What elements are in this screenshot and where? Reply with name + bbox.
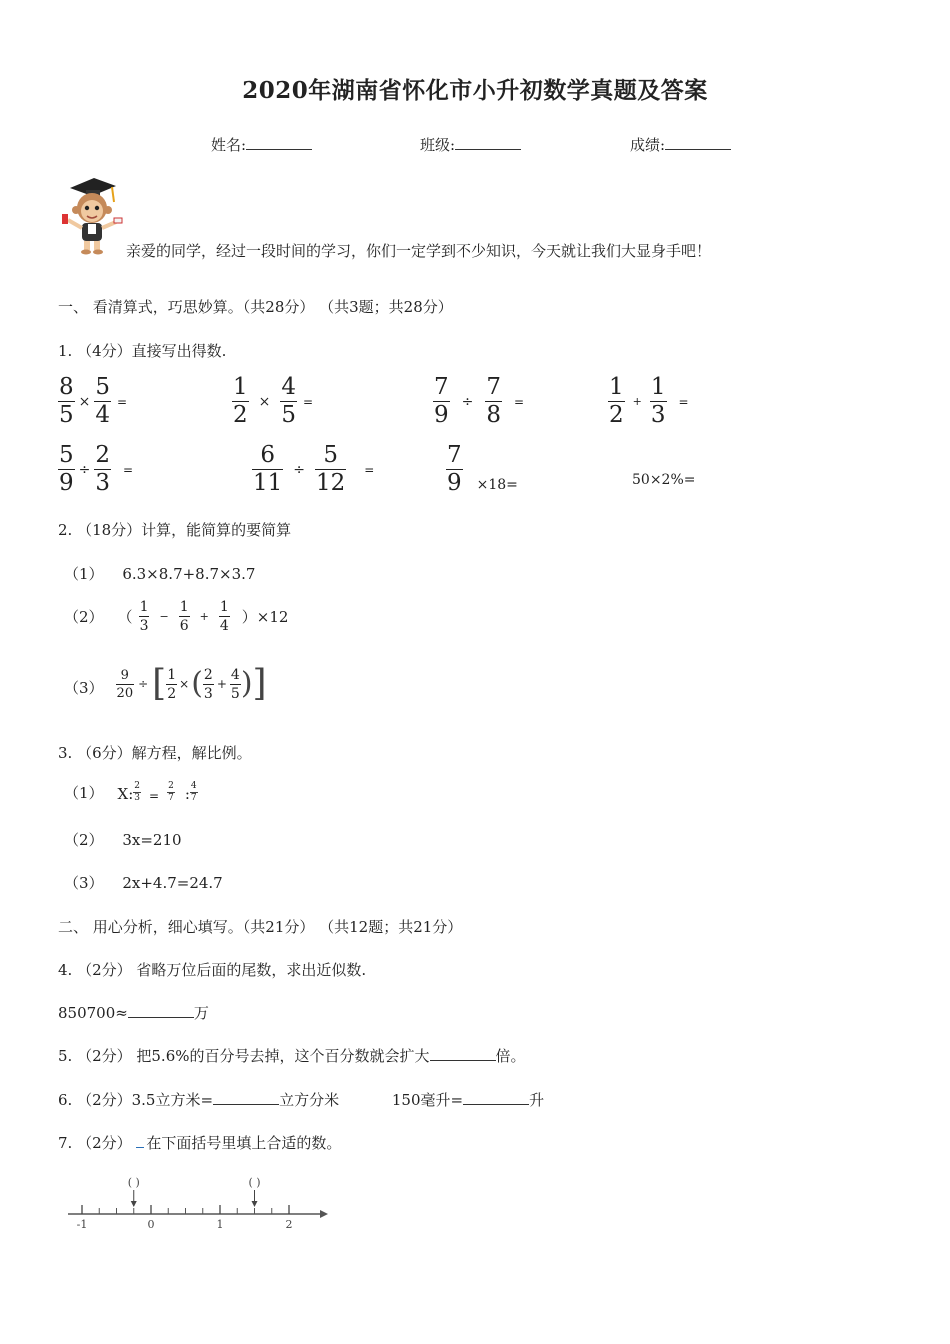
q5 bbox=[58, 1045, 526, 1066]
bracket: ) bbox=[240, 666, 253, 701]
fraction: $\frac{2}{3}$ bbox=[203, 666, 213, 702]
q2-prompt: 2. （18分）计算，能简算的要简算 bbox=[58, 521, 292, 539]
operator: − bbox=[159, 610, 169, 623]
q6-a-after: 立方分米 bbox=[279, 1091, 340, 1109]
q5-suffix: 倍。 bbox=[495, 1047, 526, 1065]
number-line-pointer-head bbox=[252, 1201, 258, 1207]
operator: ÷ bbox=[293, 461, 306, 478]
q2-p1-expr: 6.3×8.7+8.7×3.7 bbox=[122, 565, 256, 583]
q1-item-6 bbox=[252, 444, 374, 495]
q5-prompt: 5. （2分） 把5.6%的百分号去掉，这个百分数就会扩大 bbox=[58, 1047, 430, 1065]
number-line-label: 2 bbox=[285, 1218, 293, 1231]
fraction: $\frac{2}{3}$ bbox=[134, 781, 141, 803]
equals: = bbox=[364, 462, 375, 477]
student-mascot-icon bbox=[56, 174, 126, 256]
fraction: $\frac{1}{2}$ bbox=[609, 374, 624, 428]
fraction: $\frac{8}{5}$ bbox=[59, 374, 74, 428]
fraction: $\frac{7}{9}$ bbox=[447, 442, 462, 496]
bracket: ] bbox=[252, 663, 267, 704]
q2-p2-open: （ bbox=[117, 608, 133, 626]
section1-header: 一、 看清算式，巧思妙算。（共28分） （共3题；共28分） bbox=[58, 298, 453, 316]
fraction: $\frac{9}{20}$ bbox=[116, 667, 134, 701]
number-line bbox=[62, 1172, 332, 1234]
fraction: $\frac{5}{9}$ bbox=[59, 442, 74, 496]
q3-p1-colon: : bbox=[184, 785, 190, 803]
fraction: $\frac{7}{8}$ bbox=[486, 374, 502, 428]
fraction: $\frac{2}{7}$ bbox=[168, 781, 174, 803]
q1-prompt: 1. （4分）直接写出得数. bbox=[58, 342, 227, 360]
q1-item-3 bbox=[433, 376, 524, 427]
class-field[interactable] bbox=[420, 134, 521, 155]
q3-part2 bbox=[64, 829, 182, 850]
fraction: $\frac{6}{11}$ bbox=[253, 442, 283, 496]
fraction: $\frac{1}{3}$ bbox=[139, 599, 149, 634]
q4-blank[interactable] bbox=[128, 1003, 194, 1018]
operator: ÷ bbox=[78, 461, 91, 478]
q1-item-1 bbox=[58, 376, 127, 427]
number-line-label: 1 bbox=[216, 1218, 224, 1231]
q3-prompt: 3. （6分）解方程，解比例。 bbox=[58, 744, 252, 762]
q2-part1 bbox=[64, 563, 255, 584]
fraction: $\frac{1}{2}$ bbox=[167, 666, 177, 702]
q3-p3-label: （3） bbox=[64, 874, 104, 892]
name-field[interactable] bbox=[211, 134, 312, 155]
score-label: 成绩: bbox=[630, 136, 666, 154]
q4-value: 850700≈ bbox=[58, 1004, 128, 1022]
number-line-arrowhead bbox=[320, 1210, 328, 1218]
q6-a-before: 3.5立方米= bbox=[131, 1091, 214, 1109]
q3-p2-expr: 3x=210 bbox=[122, 831, 182, 849]
q3-p2-label: （2） bbox=[64, 831, 104, 849]
number-line-answer-bracket: ( ) bbox=[248, 1176, 261, 1189]
q3-p1-eq: = bbox=[149, 789, 160, 803]
equals: = bbox=[117, 394, 128, 409]
q6 bbox=[58, 1089, 544, 1110]
q5-blank[interactable] bbox=[430, 1046, 496, 1061]
section2-header: 二、 用心分析，细心填写。（共21分） （共12题；共21分） bbox=[58, 918, 463, 936]
q1-item-7 bbox=[446, 444, 518, 495]
q1-item-2 bbox=[232, 376, 313, 427]
name-blank[interactable] bbox=[246, 135, 312, 150]
equals: = bbox=[123, 462, 134, 477]
fraction: $\frac{4}{5}$ bbox=[230, 666, 240, 702]
equals: = bbox=[514, 394, 525, 409]
class-blank[interactable] bbox=[455, 135, 521, 150]
fraction: $\frac{1}{2}$ bbox=[233, 374, 248, 428]
number-line-pointer-head bbox=[131, 1201, 137, 1207]
operator: + bbox=[216, 677, 227, 691]
operator: ÷ bbox=[461, 393, 474, 410]
q2-p1-label: （1） bbox=[64, 565, 104, 583]
fraction: $\frac{5}{4}$ bbox=[95, 374, 111, 428]
operator: × bbox=[78, 393, 91, 410]
fraction: $\frac{2}{3}$ bbox=[95, 442, 111, 496]
q6-blank-b[interactable] bbox=[463, 1090, 529, 1105]
q2-p2-close: ）×12 bbox=[241, 608, 289, 626]
intro-text: 亲爱的同学，经过一段时间的学习，你们一定学到不少知识，今天就让我们大显身手吧！ bbox=[126, 242, 712, 260]
q2-part3 bbox=[64, 663, 267, 704]
bracket: ( bbox=[191, 666, 203, 701]
q1-item-8: 50×2%= bbox=[632, 472, 696, 488]
q7-cursor-mark bbox=[136, 1135, 144, 1148]
q7 bbox=[58, 1132, 341, 1153]
bracket: [ bbox=[152, 663, 167, 704]
q3-p3-expr: 2x+4.7=24.7 bbox=[122, 874, 223, 892]
equals: = bbox=[678, 394, 689, 409]
q6-blank-a[interactable] bbox=[213, 1090, 279, 1105]
number-line-label: -1 bbox=[76, 1218, 88, 1231]
page-title: 2020年湖南省怀化市小升初数学真题及答案 bbox=[242, 77, 708, 104]
fraction: $\frac{7}{9}$ bbox=[434, 374, 449, 428]
fraction: $\frac{1}{3}$ bbox=[650, 374, 666, 428]
number-line-label: 0 bbox=[147, 1218, 155, 1231]
number-line-answer-bracket: ( ) bbox=[127, 1176, 140, 1189]
q1-item-5 bbox=[58, 444, 133, 495]
q2-part2 bbox=[64, 600, 288, 633]
q1-item-4 bbox=[608, 376, 689, 427]
q2-p2-label: （2） bbox=[64, 608, 104, 626]
q3-p1-label: （1） bbox=[64, 784, 104, 802]
fraction: $\frac{5}{12}$ bbox=[316, 442, 346, 496]
q6-b-before: 150毫升= bbox=[391, 1091, 464, 1109]
q4-prompt: 4. （2分） 省略万位后面的尾数，求出近似数. bbox=[58, 961, 367, 979]
fraction: $\frac{1}{6}$ bbox=[179, 599, 189, 634]
q4-unit: 万 bbox=[193, 1004, 209, 1022]
equals: = bbox=[303, 394, 314, 409]
fraction: $\frac{1}{4}$ bbox=[219, 599, 229, 634]
q6-num: 6. （2分） bbox=[58, 1091, 132, 1109]
q3-p1-x: X: bbox=[117, 785, 134, 803]
q6-b-after: 升 bbox=[529, 1091, 545, 1109]
score-blank[interactable] bbox=[665, 135, 731, 150]
operator: × bbox=[179, 677, 190, 691]
q2-p3-label: （3） bbox=[64, 679, 104, 697]
q3-part1 bbox=[64, 782, 198, 803]
q7-num: 7. （2分） bbox=[58, 1134, 137, 1152]
q3-part3 bbox=[64, 872, 223, 893]
fraction: $\frac{4}{7}$ bbox=[190, 781, 197, 803]
operator: × bbox=[258, 393, 271, 410]
q7-prompt: 在下面括号里填上合适的数。 bbox=[146, 1134, 342, 1152]
name-label: 姓名: bbox=[211, 136, 247, 154]
q1-item-7-tail: ×18= bbox=[476, 477, 518, 493]
class-label: 班级: bbox=[420, 136, 456, 154]
score-field[interactable] bbox=[630, 134, 731, 155]
fraction: $\frac{4}{5}$ bbox=[281, 374, 297, 428]
operator: ÷ bbox=[138, 677, 149, 691]
operator: + bbox=[199, 610, 209, 623]
operator: + bbox=[632, 395, 642, 408]
q4-answer bbox=[58, 1002, 209, 1023]
